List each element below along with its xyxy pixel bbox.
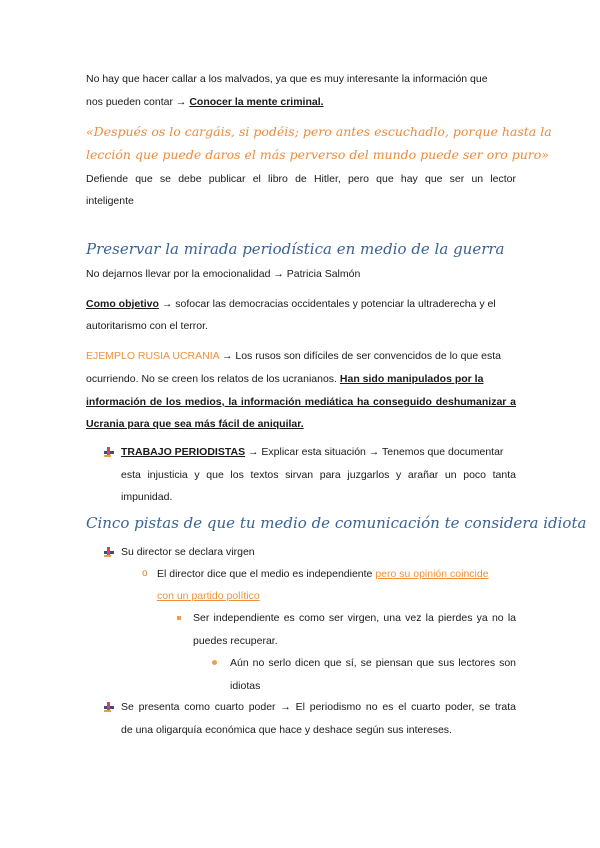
- emphasis-line: información de los medios, la información mediática ha conseguido deshumanizar a: [86, 396, 516, 408]
- emphasis-line: Ucrania para que sea más fácil de aniquilar.: [86, 418, 304, 430]
- list-item-line: idiotas: [230, 680, 261, 692]
- section-heading: Preservar la mirada periodística en medio de la guerra: [86, 240, 505, 258]
- quote-line: lección que puede daros el más perverso del mundo puede ser oro puro»: [86, 147, 549, 162]
- quote-line: «Después os lo cargáis, si podéis; pero antes escuchadlo, porque hasta la: [86, 124, 552, 139]
- list-item-line: Se presenta como cuarto poder → El periodismo no es el cuarto poder, se trata: [121, 701, 516, 713]
- dot-bullet-icon: [212, 660, 217, 665]
- paragraph-line: [86, 372, 483, 386]
- text-span: → Los rusos son difíciles de ser convencidos de lo que esta: [219, 350, 501, 362]
- label-text: TRABAJO PERIODISTAS: [121, 446, 246, 458]
- paragraph-line: [86, 349, 501, 363]
- paragraph-line: [86, 95, 324, 109]
- text-span: El director dice que el medio es independiente: [157, 568, 376, 580]
- highlight-link-text: Conocer la mente criminal.: [189, 96, 324, 108]
- list-item-line: [121, 445, 503, 459]
- example-label: EJEMPLO RUSIA UCRANIA: [86, 350, 220, 362]
- list-item-line: Ser independiente es como ser virgen, una vez la pierdes ya no la: [193, 612, 516, 624]
- list-item-line: de una oligarquía económica que hace y deshace según sus intereses.: [121, 724, 452, 736]
- paragraph-line: [86, 297, 496, 311]
- ribbon-bullet-icon: [103, 701, 115, 713]
- list-item-line: puedes recuperar.: [193, 635, 278, 647]
- text-span: → Explicar esta situación → Tenemos que documentar: [245, 446, 504, 458]
- ribbon-bullet-icon: [103, 446, 115, 458]
- circle-bullet-icon: o: [142, 568, 148, 579]
- highlight-text: pero su opinión coincide: [375, 568, 489, 580]
- text-span: nos pueden contar →: [86, 96, 190, 108]
- list-item-line: esta injusticia y que los textos sirvan para juzgarlos y arañar un poco tanta: [121, 469, 516, 481]
- list-item-line: [157, 567, 489, 581]
- list-item-line: Su director se declara virgen: [121, 546, 255, 558]
- list-item-line: Aún no serlo dicen que sí, se piensan que sus lectores son: [230, 657, 516, 669]
- paragraph-line: No hay que hacer callar a los malvados, ya que es muy interesante la información que: [86, 73, 488, 85]
- label-text: Como objetivo: [86, 298, 159, 310]
- paragraph-line: Defiende que se debe publicar el libro de Hitler, pero que hay que ser un lector: [86, 173, 516, 185]
- list-item-line: impunidad.: [121, 491, 173, 503]
- paragraph-line: autoritarismo con el terror.: [86, 320, 208, 332]
- square-bullet-icon: [177, 616, 181, 620]
- section-heading: Cinco pistas de que tu medio de comunicación te considera idiota: [86, 514, 587, 532]
- paragraph-line: No dejarnos llevar por la emocionalidad → Patricia Salmón: [86, 268, 361, 280]
- paragraph-line: inteligente: [86, 195, 134, 207]
- ribbon-bullet-icon: [103, 546, 115, 558]
- emphasis-text: Han sido manipulados por la: [339, 373, 484, 385]
- text-span: → sofocar las democracias occidentales y potenciar la ultraderecha y el: [158, 298, 496, 310]
- highlight-line: con un partido político: [157, 590, 260, 602]
- text-span: ocurriendo. No se creen los relatos de los ucranianos.: [86, 373, 340, 385]
